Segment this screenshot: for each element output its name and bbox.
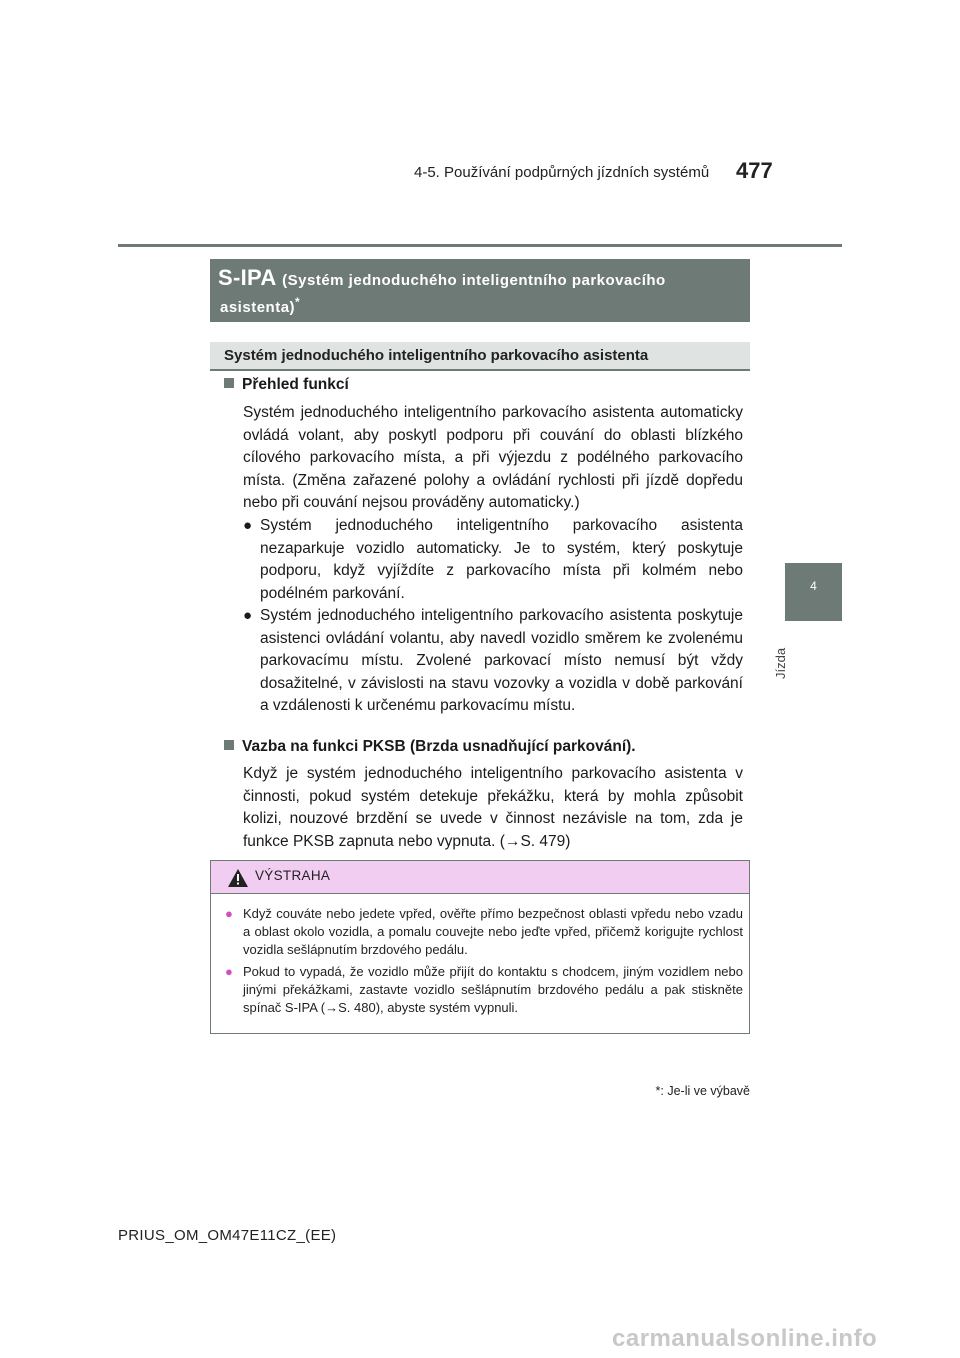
section-heading-pksb [224,738,636,756]
title-subtitle: (Systém jednoduchého inteligentního parkovacího [282,272,666,289]
section-heading-text: Vazba na funkci PKSB (Brzda usnadňující parkování). [242,738,636,755]
warning-item [225,963,743,1017]
document-code: PRIUS_OM_OM47E11CZ_(EE) [118,1227,337,1244]
warning-bullet-icon: ● [225,906,233,921]
bullet-text: Systém jednoduchého inteligentního parkovacího asistenta poskytuje asistenci ovládání volantu, aby navedl vozidlo směrem ke zvolenému parkovacímu místu. Zvolené parkovací místo nemusí být vždy dosažitelné, v závislosti na stavu vozovky a vozidla v době parkování a vzdálenosti k určenému parkovacímu místu. [260,607,743,714]
warning-box [210,860,750,1034]
square-bullet-icon [224,378,234,388]
chapter-label [773,633,853,679]
section-paragraph: Systém jednoduchého inteligentního parkovacího asistenta automaticky ovládá volant, aby poskytl podporu při couvání do oblasti blízkého cílového parkovacího místa, a při výjezdu z podélného parkovacího místa. (Změna zařazené polohy a ovládání rychlosti při jízdě dopředu nebo při couvání nejsou prováděny automaticky.) [243,404,743,511]
bullet-dot-icon: ● [243,517,253,534]
title-asterisk: * [295,295,301,309]
warning-text: Když couváte nebo jedete vpřed, ověřte přímo bezpečnost oblasti vpředu nebo vzadu a oblast okolo vozidla, a pomalu couvejte nebo jeďte vpřed, přičemž korigujte rychlost vozidla sešlápnutím brzdového pedálu. [243,906,743,957]
section-heading-overview [224,376,349,394]
subheading: Systém jednoduchého inteligentního parkovacího asistenta [224,347,649,364]
section-title: 4-5. Používání podpůrných jízdních systémů [414,164,710,181]
title-main: S-IPA [218,265,276,290]
page-number: 477 [736,158,773,183]
bullet-dot-icon: ● [243,607,253,624]
title-line2-text: asistenta) [220,299,296,316]
warning-text: Pokud to vypadá, že vozidlo může přijít do kontaktu s chodcem, jiným vozidlem nebo jinými překážkami, zastavte vozidlo sešlápnutím brzdového pedálu a pak stiskněte spínač S-IPA (→S. 480), abyste systém vypnuli. [243,964,743,1015]
square-bullet-icon [224,740,234,750]
warning-bullet-icon: ● [225,964,233,979]
warning-header [211,861,749,894]
chapter-tab: 4 [785,563,842,621]
warning-title: VÝSTRAHA [255,868,331,883]
header-rule [118,244,842,247]
page-title [218,265,666,291]
warning-triangle-icon [228,869,248,887]
bullet-item [243,605,743,718]
bullet-text: Systém jednoduchého inteligentního parkovacího asistenta nezaparkuje vozidlo automaticky. Je to systém, který poskytuje podporu, když vyjíždíte z parkovacího místa při kolmém nebo podélném parkování. [260,517,743,602]
section-paragraph: Když je systém jednoduchého inteligentního parkovacího asistenta v činnosti, pokud systém detekuje překážku, která by mohla způsobit kolizi, nouzové brzdění se uvede v činnost nezávisle na tom, zda je funkce PKSB zapnuta nebo vypnuta. (→S. 479) [243,765,743,850]
watermark: carmanualsonline.info [612,1325,878,1352]
subheading-bar [210,342,750,371]
bullet-item [243,515,743,605]
section-heading-text: Přehled funkcí [242,376,349,393]
chapter-label-text: Jízda [773,647,788,679]
footnote: *: Je-li ve výbavě [655,1084,750,1098]
warning-item [225,905,743,959]
title-line2 [220,295,300,316]
title-box [210,259,750,322]
